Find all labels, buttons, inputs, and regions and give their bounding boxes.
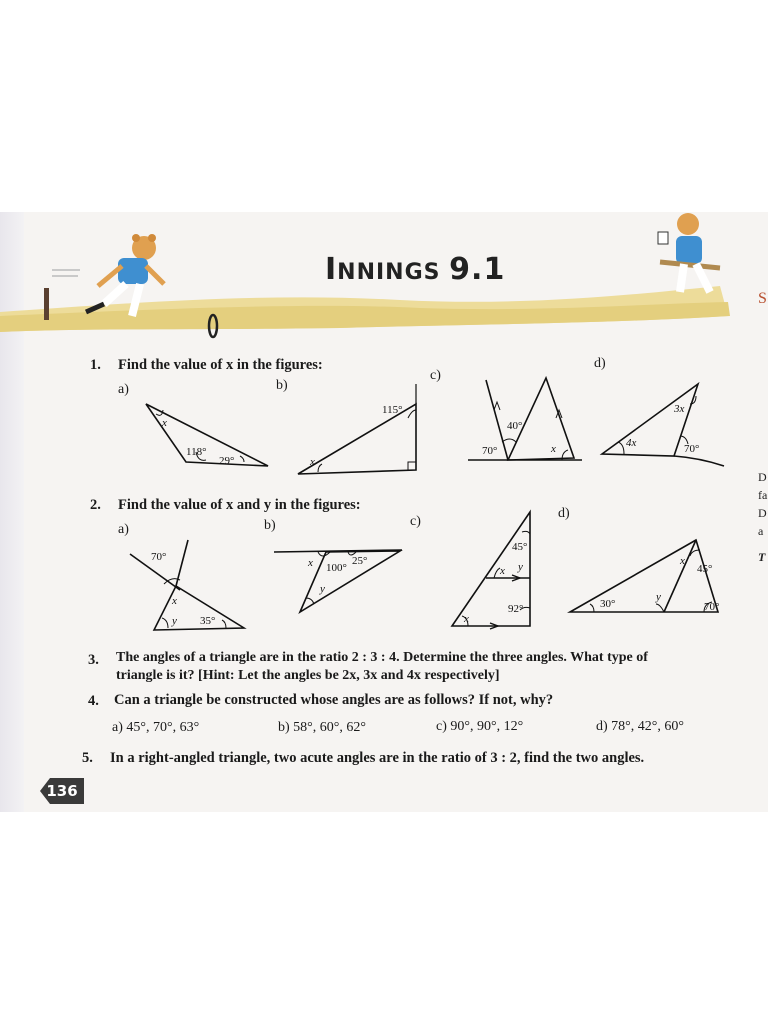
exercise-title: INNINGS 9.1: [325, 252, 506, 287]
q1a-triangle: [146, 404, 268, 467]
question-5-number: 5.: [82, 750, 93, 766]
q1c-triangle: [468, 378, 582, 460]
q1-label-c: c): [430, 368, 441, 383]
q2-label-d: d): [558, 506, 570, 521]
q1b-triangle: [298, 384, 416, 474]
q2b-triangle: [274, 550, 402, 612]
question-3-line-2: triangle is it? [Hint: Let the angles be 2x, 3x and 4x respectively]: [116, 668, 500, 683]
q2-label-b: b): [264, 518, 276, 533]
q2b-25: 25°: [352, 555, 368, 567]
q2d-y: y: [656, 591, 661, 603]
q2d-x: x: [680, 555, 685, 567]
q1c-x: x: [551, 443, 556, 455]
side-text-4: D: [758, 506, 767, 520]
q2c-y: y: [518, 561, 523, 573]
q1a-x: x: [162, 417, 167, 429]
q2b-100: 100°: [326, 562, 347, 574]
q1-label-b: b): [276, 378, 288, 393]
q1a-29: 29°: [219, 455, 235, 467]
question-3-line-1: The angles of a triangle are in the ratio 2 : 3 : 4. Determine the three angles. What type of: [116, 650, 648, 665]
q2c-92: 92°: [508, 603, 524, 615]
q1c-40: 40°: [507, 420, 523, 432]
side-text-1: S: [758, 290, 767, 307]
q4-option-b: b) 58°, 60°, 62°: [278, 720, 366, 735]
q4-option-c: c) 90°, 90°, 12°: [436, 719, 524, 734]
q2c-triangle: [452, 512, 530, 629]
q1d-4x: 4x: [626, 437, 637, 449]
q2c-x-top: x: [500, 565, 505, 577]
q2c-x-bottom: x: [464, 613, 469, 625]
q2a-triangle: [130, 540, 244, 630]
q2c-45: 45°: [512, 541, 528, 553]
q2a-x: x: [172, 595, 177, 607]
q2b-x: x: [308, 557, 313, 569]
question-5-text: In a right-angled triangle, two acute angles are in the ratio of 3 : 2, find the two angles.: [110, 750, 645, 766]
side-text-6: T: [758, 550, 766, 564]
q2a-35: 35°: [200, 615, 216, 627]
q2d-70: 70°: [704, 601, 720, 613]
q1a-118: 118°: [186, 446, 207, 458]
q1d-70: 70°: [684, 443, 700, 455]
q1b-x: x: [310, 456, 315, 468]
q1-label-d: d): [594, 356, 606, 371]
side-text-3: fa: [758, 488, 768, 502]
q2b-y: y: [320, 583, 325, 595]
question-1-text: Find the value of x in the figures:: [118, 357, 323, 373]
question-4-text: Can a triangle be constructed whose angles are as follows? If not, why?: [114, 692, 554, 708]
q1d-3x: 3x: [674, 403, 685, 415]
side-text-2: D: [758, 470, 767, 484]
question-4-number: 4.: [88, 693, 99, 709]
q1c-70: 70°: [482, 445, 498, 457]
side-text-5: a: [758, 524, 764, 538]
q4-option-a: a) 45°, 70°, 63°: [112, 720, 200, 735]
question-2-text: Find the value of x and y in the figures:: [118, 497, 361, 513]
q2a-y: y: [172, 615, 177, 627]
q2-label-a: a): [118, 522, 129, 537]
question-1-number: 1.: [90, 357, 101, 373]
q2-label-c: c): [410, 514, 421, 529]
q1-label-a: a): [118, 382, 129, 397]
q2d-45: 45°: [697, 563, 713, 575]
q1d-triangle: [602, 384, 724, 466]
q1b-115: 115°: [382, 404, 403, 416]
page-number: 136: [46, 782, 78, 800]
page-number-badge: [40, 778, 84, 804]
question-3-number: 3.: [88, 652, 99, 668]
q2a-70: 70°: [151, 551, 167, 563]
q4-option-d: d) 78°, 42°, 60°: [596, 719, 684, 734]
q2d-30: 30°: [600, 598, 616, 610]
q2d-triangle: [570, 540, 719, 613]
question-2-number: 2.: [90, 497, 101, 513]
